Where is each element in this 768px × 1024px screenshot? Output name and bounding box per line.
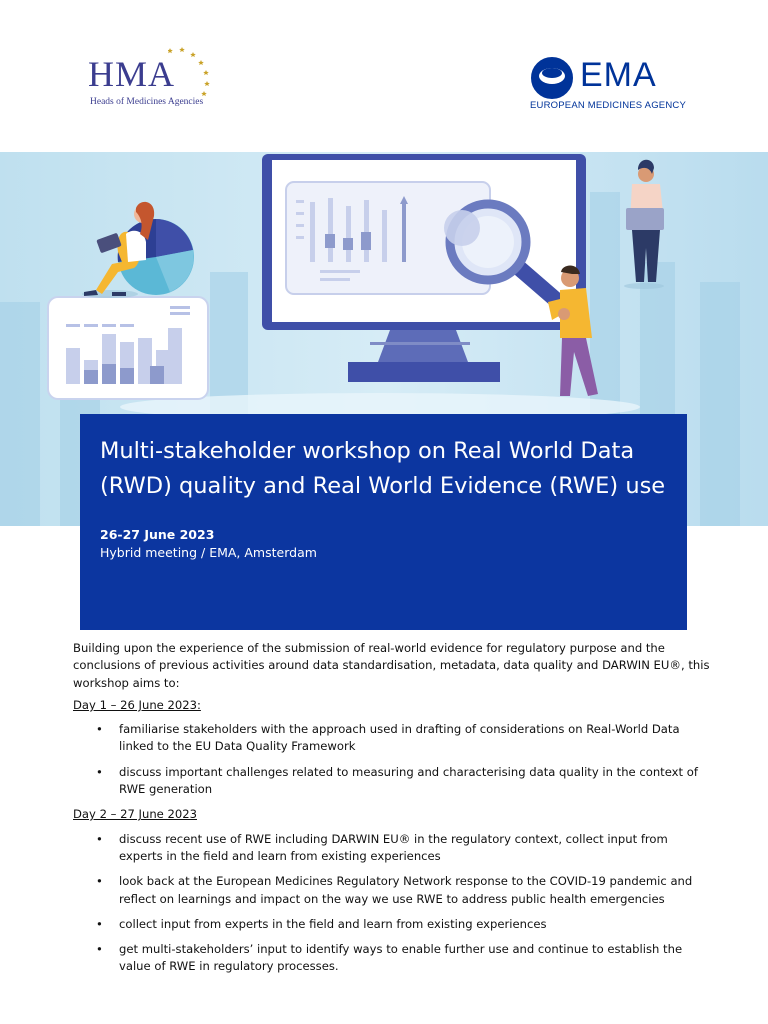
day1-list [73, 721, 713, 798]
list-item: • collect input from experts in the field and learn from existing experiences [73, 916, 713, 933]
list-item: • discuss important challenges related to measuring and characterising data quality in the context of RWE generation [96, 764, 698, 797]
bar-chart-card-icon [48, 297, 208, 399]
day2-heading: Day 2 – 27 June 2023 [73, 807, 197, 822]
ema-subtitle: EUROPEAN MEDICINES AGENCY [530, 100, 686, 111]
ema-wordmark: EMA [580, 56, 657, 94]
list-item: • familiarise stakeholders with the approach used in drafting of considerations on Real-World Data linked to the EU Data Quality Framework [96, 722, 680, 754]
body-content [73, 640, 713, 984]
bullet-icon: • [96, 916, 103, 931]
list-item: • look back at the European Medicines Regulatory Network response to the COVID-19 pandemic and reflect on learnings and impact on the way we use RWE to address public health emergencies [96, 874, 693, 906]
list-item: • discuss recent use of RWE including DARWIN EU® in the regulatory context, collect input from experts in the field and learn from existing experiences [96, 831, 668, 863]
bullet-icon: • [96, 874, 103, 889]
bullet-icon: • [96, 764, 103, 779]
title-box [80, 414, 687, 630]
day1-heading: Day 1 – 26 June 2023: [73, 697, 201, 712]
intro-paragraph: Building upon the experience of the submission of real-world evidence for regulatory purpose and the conclusions of previous activities around data standardisation, metadata, data quality and DARWIN EU®, this workshop aims to: [73, 641, 710, 690]
event-date: 26-27 June 2023 [100, 527, 215, 542]
event-title: Multi-stakeholder workshop on Real World Data (RWD) quality and Real World Evidence (RWE) use [100, 438, 666, 499]
day2-list [73, 831, 713, 976]
hma-wordmark: HMA [88, 54, 176, 94]
bullet-icon: • [96, 942, 103, 957]
bullet-icon: • [96, 722, 103, 737]
ema-emblem-icon [530, 56, 574, 100]
hma-logo [88, 44, 228, 114]
list-item: • get multi-stakeholders’ input to identify ways to enable further use and continue to establish the value of RWE in regulatory processes. [96, 942, 683, 974]
hma-subtitle: Heads of Medicines Agencies [90, 97, 204, 107]
eu-stars-icon [168, 44, 228, 100]
event-venue: Hybrid meeting / EMA, Amsterdam [100, 545, 317, 560]
bullet-icon: • [96, 831, 103, 846]
ema-logo [530, 56, 690, 116]
